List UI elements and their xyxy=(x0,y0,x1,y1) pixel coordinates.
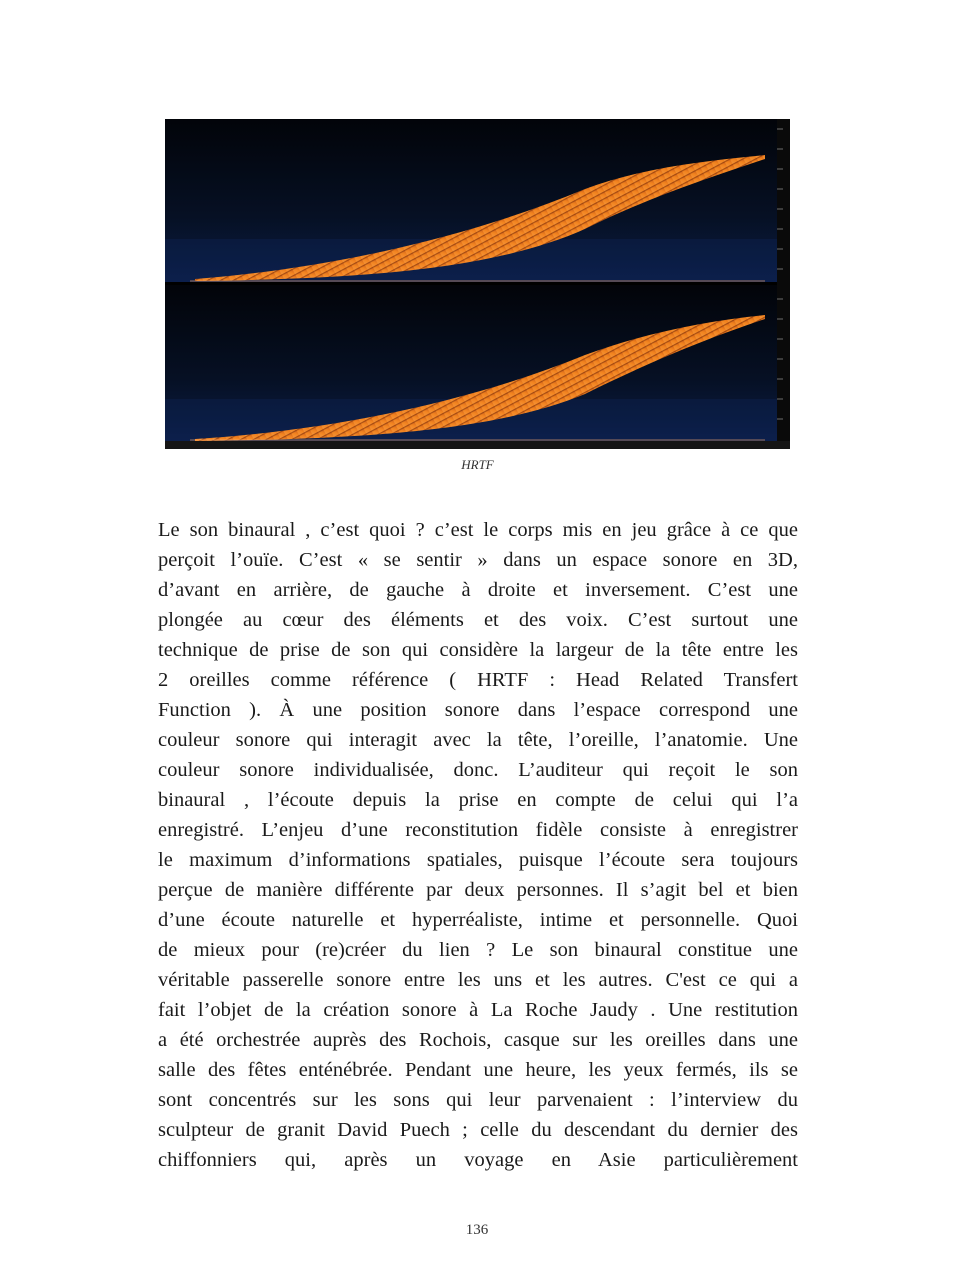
text-line: le maximum d’informations spatiales, puisque l’écoute sera toujours xyxy=(158,849,798,871)
text-line: 2 oreilles comme référence ( HRTF : Head Related Transfert xyxy=(158,669,798,691)
text-line: sont concentrés sur les sons qui leur parvenaient : l’interview du xyxy=(158,1089,798,1111)
text-line: Le son binaural , c’est quoi ? c’est le corps mis en jeu grâce à ce que xyxy=(158,519,798,541)
figure-caption: HRTF xyxy=(461,457,494,472)
text-line: binaural , l’écoute depuis la prise en compte de celui qui l’a xyxy=(158,789,798,811)
text-line: plongée au cœur des éléments et des voix. C’est surtout une xyxy=(158,609,798,631)
text-line: perçue de manière différente par deux personnes. Il s’agit bel et bien xyxy=(158,879,798,901)
text-line: couleur sonore individualisée, donc. L’auditeur qui reçoit le son xyxy=(158,759,798,781)
text-line: technique de prise de son qui considère la largeur de la tête entre les xyxy=(158,639,798,661)
channel-top xyxy=(165,119,777,282)
spectrogram-image xyxy=(165,119,790,449)
text-line: salle des fêtes enténébrée. Pendant une heure, les yeux fermés, ils se xyxy=(158,1059,798,1081)
text-line: fait l’objet de la création sonore à La Roche Jaudy . Une restitution xyxy=(158,999,798,1021)
page-number: 136 xyxy=(465,1222,489,1238)
channel-bottom xyxy=(165,285,777,441)
text-line: d’une écoute naturelle et hyperréaliste, intime et personnelle. Quoi xyxy=(158,909,798,931)
text-line: a été orchestrée auprès des Rochois, casque sur les oreilles dans une xyxy=(158,1029,798,1051)
text-line: d’avant en arrière, de gauche à droite et inversement. C’est une xyxy=(158,579,798,601)
text-line: de mieux pour (re)créer du lien ? Le son binaural constitue une xyxy=(158,939,798,961)
text-line: véritable passerelle sonore entre les uns et les autres. C'est ce qui a xyxy=(158,969,798,991)
spectrogram-figure xyxy=(165,119,790,449)
text-line: enregistré. L’enjeu d’une reconstitution fidèle consiste à enregistrer xyxy=(158,819,798,841)
text-line: sculpteur de granit David Puech ; celle du descendant du dernier des xyxy=(158,1119,798,1141)
text-line: Function ). À une position sonore dans l’espace correspond une xyxy=(158,699,798,721)
body-paragraph xyxy=(158,515,798,1175)
text-line: chiffonniers qui, après un voyage en Asie particulièrement xyxy=(158,1149,798,1171)
text-line: couleur sonore qui interagit avec la tête, l’oreille, l’anatomie. Une xyxy=(158,729,798,751)
text-line: perçoit l’ouïe. C’est « se sentir » dans un espace sonore en 3D, xyxy=(158,549,798,571)
